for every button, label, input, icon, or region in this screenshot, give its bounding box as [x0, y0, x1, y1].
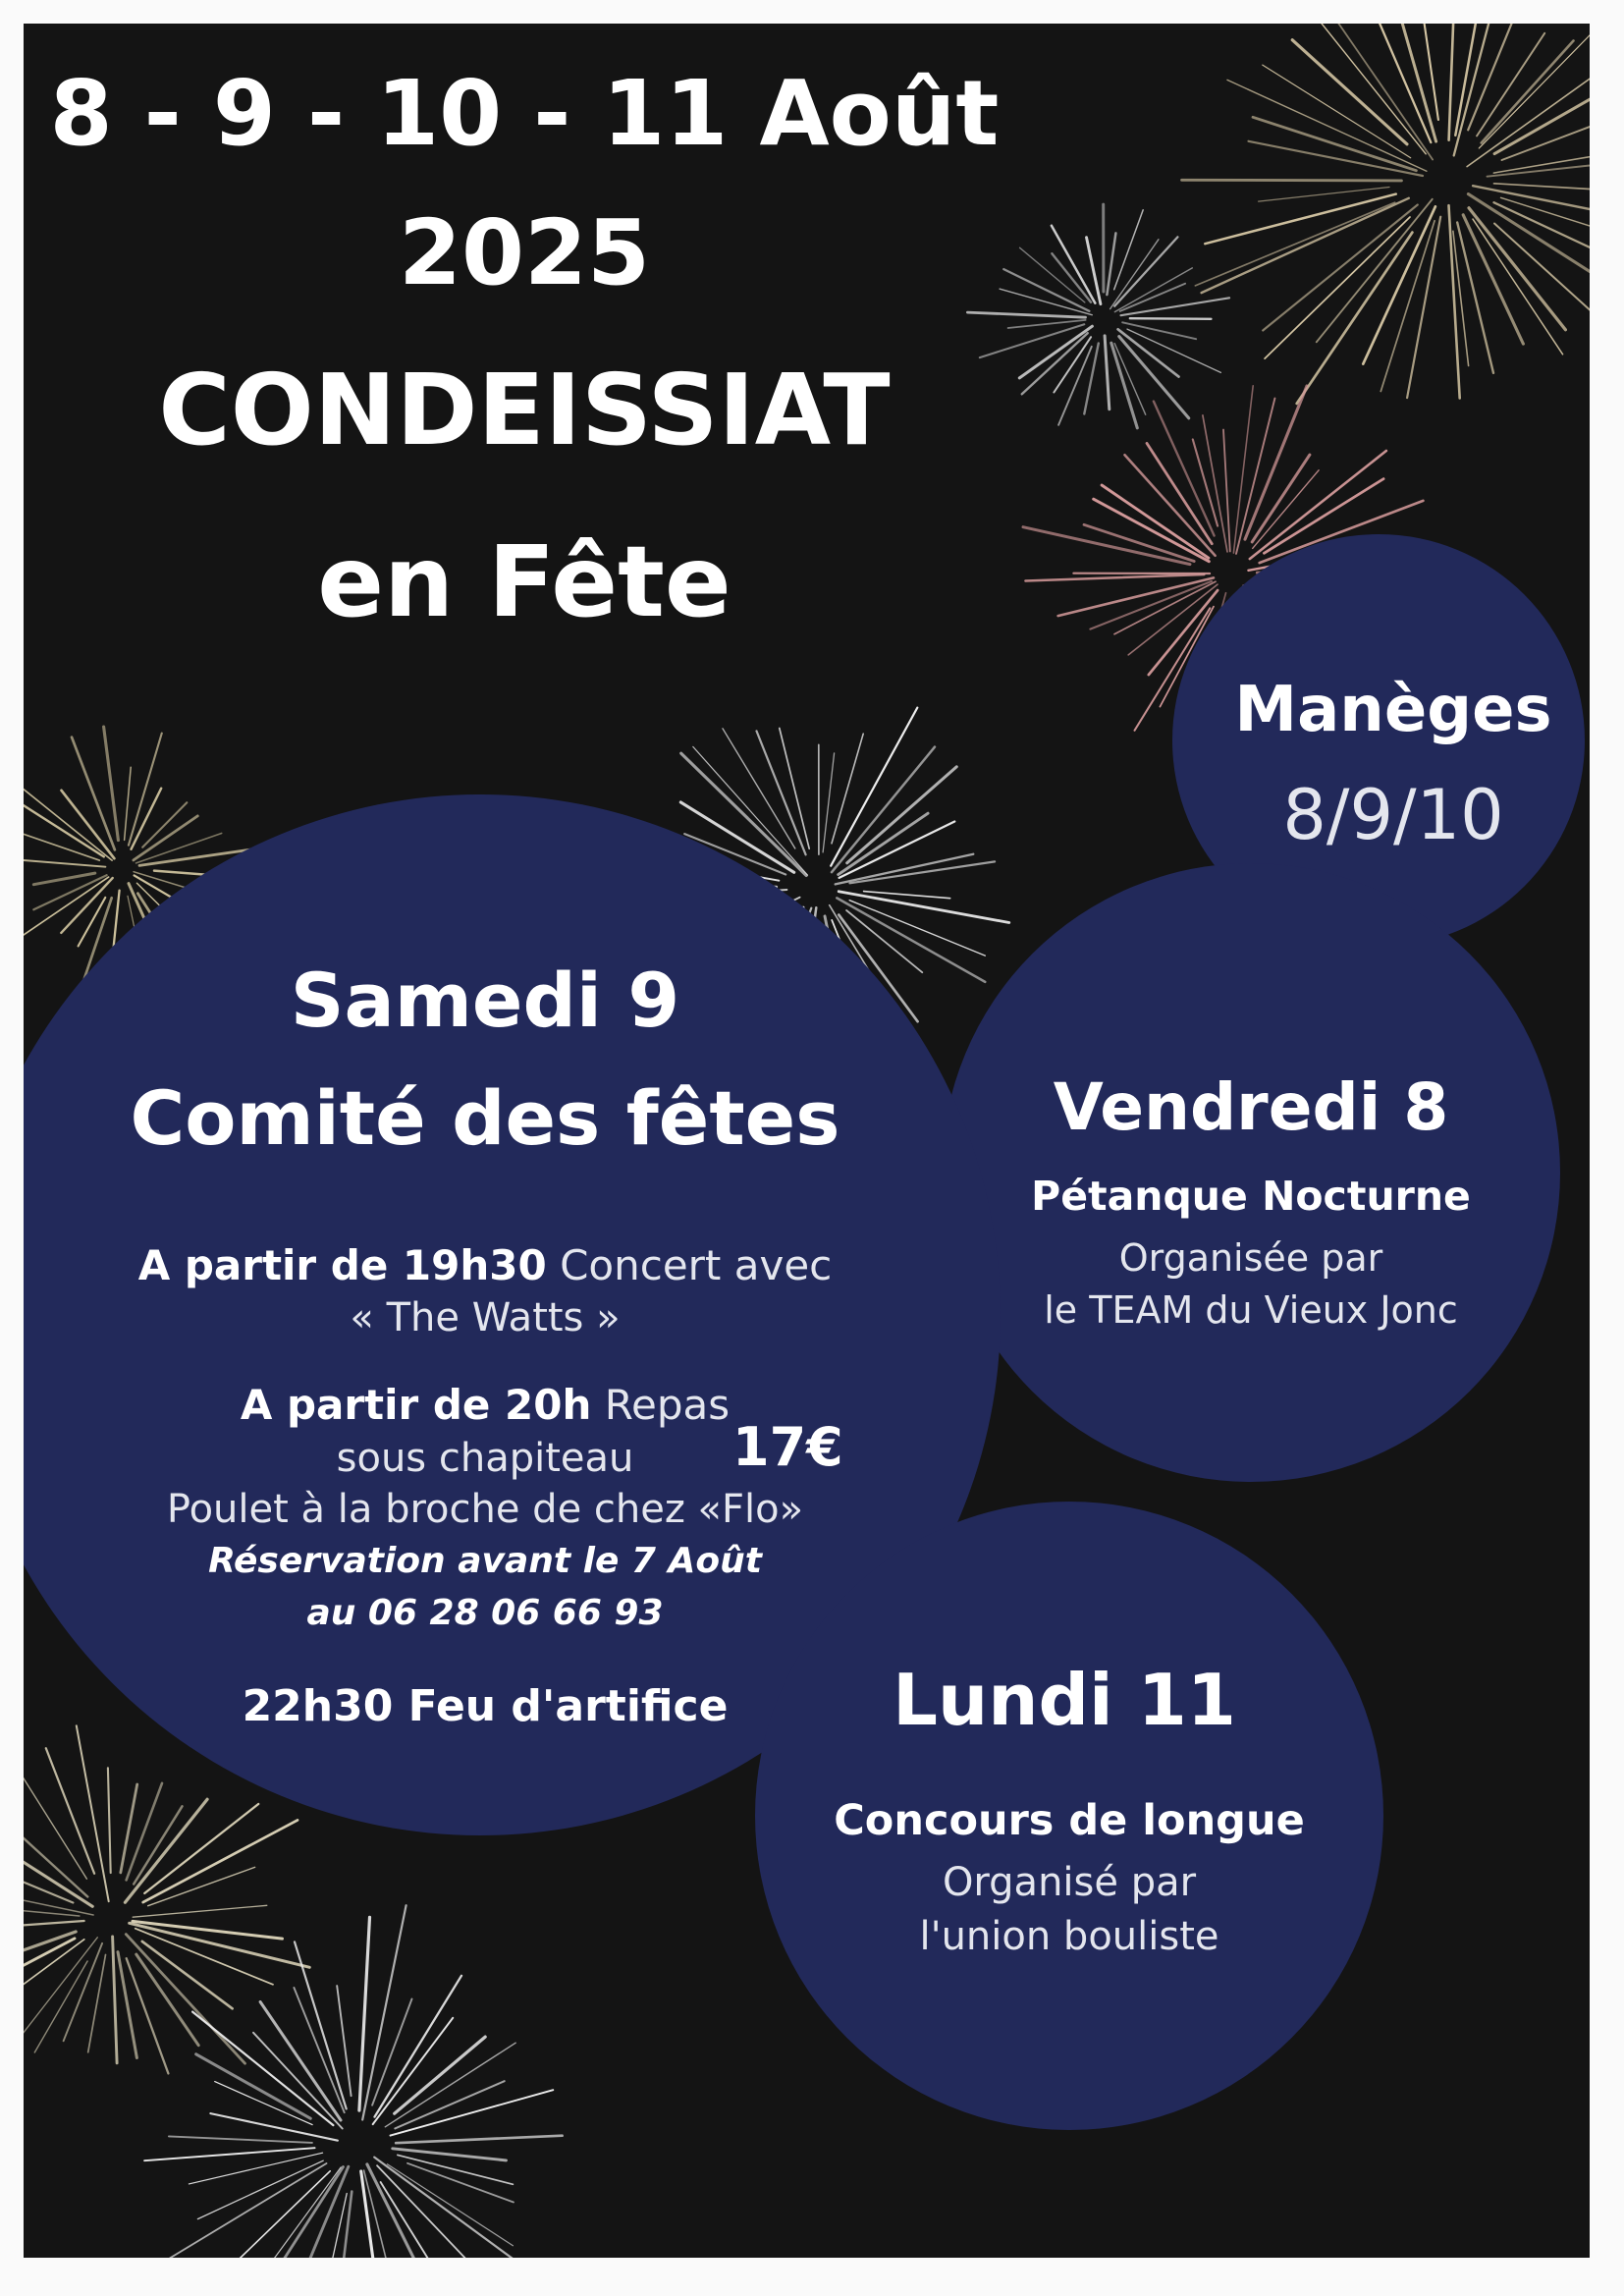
- repas-price: 17€: [732, 1416, 843, 1478]
- vendredi-organiser: le TEAM du Vieux Jonc: [1044, 1288, 1458, 1332]
- firework-spark: [1455, 24, 1497, 136]
- firework-spark: [24, 1903, 80, 1916]
- firework-spark: [823, 753, 835, 852]
- firework-spark: [33, 875, 106, 909]
- firework-spark: [1253, 470, 1319, 549]
- firework-spark: [839, 813, 928, 874]
- firework-spark: [1493, 151, 1590, 174]
- firework-spark: [832, 747, 935, 873]
- vendredi-event: Pétanque Nocturne: [1031, 1173, 1471, 1220]
- firework-spark: [126, 1935, 244, 2064]
- firework-spark: [135, 1929, 273, 1985]
- lundi-event: Concours de longue: [834, 1796, 1305, 1845]
- maneges-days: 8/9/10: [1282, 775, 1504, 855]
- firework-spark: [1407, 217, 1440, 398]
- firework-spark: [1453, 231, 1469, 365]
- firework-spark: [1494, 79, 1590, 153]
- firework-spark: [136, 1954, 198, 2046]
- samedi-concert-line: [24, 1241, 947, 1289]
- poster: [24, 24, 1590, 2258]
- firework-spark: [130, 1923, 310, 1967]
- firework-spark: [108, 1768, 111, 1873]
- firework-spark: [34, 1961, 87, 2052]
- event-subtitle: en Fête: [317, 524, 731, 639]
- firework-spark: [849, 901, 985, 956]
- firework-spark: [1127, 329, 1220, 372]
- firework-spark: [1130, 318, 1212, 319]
- firework-spark: [253, 2033, 343, 2129]
- firework-spark: [1253, 117, 1416, 170]
- firework-spark: [396, 2136, 562, 2144]
- firework-spark: [79, 898, 106, 947]
- lundi-day: Lundi 11: [893, 1659, 1236, 1741]
- firework-spark: [1087, 238, 1101, 304]
- firework-spark: [77, 1725, 109, 1901]
- firework-spark: [1265, 217, 1410, 358]
- firework-spark: [24, 778, 112, 860]
- firework-spark: [1122, 322, 1196, 339]
- firework-spark: [148, 1867, 255, 1905]
- firework-spark: [847, 767, 957, 863]
- concert-band: « The Watts »: [350, 1295, 621, 1340]
- firework-spark: [1105, 336, 1110, 410]
- repas-place: sous chapiteau: [336, 1436, 634, 1481]
- firework-spark: [1457, 223, 1493, 373]
- firework-spark: [337, 1986, 351, 2096]
- firework-spark: [1205, 194, 1396, 245]
- firework-spark: [1494, 224, 1590, 310]
- repas-phone: au 06 28 06 66 93: [306, 1593, 664, 1633]
- firework-spark: [88, 1955, 106, 2052]
- firework-spark: [1259, 188, 1389, 202]
- firework-spark: [832, 734, 863, 844]
- firework-spark: [33, 873, 95, 885]
- firework-spark: [142, 802, 187, 847]
- lundi-organised-by: Organisé par: [942, 1860, 1197, 1905]
- firework-spark: [1121, 298, 1230, 315]
- firework-spark: [113, 1937, 118, 2063]
- firework-spark: [377, 2165, 487, 2258]
- firework-spark: [197, 2160, 323, 2218]
- firework-spark: [1249, 141, 1424, 176]
- firework-spark: [24, 1847, 73, 1903]
- firework-spark: [46, 1748, 94, 1874]
- firework-spark: [1482, 41, 1574, 143]
- firework-spark: [260, 2002, 341, 2121]
- vendredi-organised-by: Organisée par: [1118, 1236, 1383, 1280]
- firework-spark: [1054, 337, 1091, 392]
- firework-spark: [1449, 24, 1456, 140]
- firework-spark: [61, 878, 112, 933]
- firework-spark: [118, 1952, 136, 2058]
- repas-text: Repas: [604, 1381, 731, 1429]
- firework-spark: [196, 2054, 311, 2118]
- firework-spark: [1502, 113, 1591, 160]
- firework-spark: [1084, 344, 1099, 414]
- firework-spark: [24, 1774, 86, 1879]
- event-year: 2025: [398, 200, 651, 305]
- firework-spark: [1114, 210, 1144, 290]
- firework-spark: [142, 1941, 233, 2008]
- firework-spark: [295, 1941, 347, 2108]
- firework-spark: [169, 2136, 312, 2143]
- firework-spark: [1463, 215, 1523, 344]
- repas-time: A partir de 20h: [240, 1381, 592, 1429]
- firework-spark: [127, 1958, 169, 2073]
- firework-spark: [294, 1988, 344, 2112]
- maneges-title: Manèges: [1234, 674, 1552, 746]
- firework-spark: [407, 2163, 514, 2203]
- firework-spark: [1363, 206, 1435, 363]
- firework-spark: [192, 2012, 333, 2126]
- firework-spark: [1297, 233, 1413, 404]
- firework-spark: [133, 1905, 267, 1917]
- firework-spark: [1052, 226, 1096, 303]
- samedi-day: Samedi 9: [290, 957, 680, 1044]
- samedi-feu: 22h30 Feu d'artifice: [242, 1681, 729, 1731]
- firework-spark: [189, 2153, 322, 2184]
- lundi-organiser: l'union bouliste: [919, 1914, 1219, 1959]
- firework-spark: [967, 312, 1085, 317]
- firework-spark: [125, 767, 132, 840]
- firework-spark: [395, 2037, 486, 2113]
- firework-spark: [1114, 237, 1177, 305]
- event-town: CONDEISSIAT: [158, 353, 891, 467]
- firework-spark: [364, 2170, 395, 2258]
- firework-spark: [1245, 386, 1307, 539]
- firework-spark: [395, 2081, 504, 2128]
- firework-spark: [1202, 198, 1409, 293]
- firework-spark: [24, 791, 104, 857]
- firework-spark: [129, 734, 162, 846]
- firework-spark: [1292, 40, 1407, 144]
- firework-spark: [1058, 347, 1092, 425]
- event-dates: 8 - 9 - 10 - 11 Août: [49, 61, 1000, 166]
- vendredi-day: Vendredi 8: [1053, 1069, 1449, 1145]
- firework-spark: [1025, 574, 1204, 581]
- samedi-organiser: Comité des fêtes: [130, 1074, 840, 1162]
- firework-spark: [359, 1917, 370, 2110]
- firework-spark: [24, 1938, 97, 2043]
- concert-text: Concert avec: [560, 1241, 833, 1289]
- firework-spark: [134, 1806, 182, 1884]
- firework-spark: [1182, 180, 1402, 181]
- firework-spark: [831, 708, 917, 866]
- firework-spark: [1338, 24, 1433, 159]
- firework-spark: [210, 2113, 338, 2141]
- firework-spark: [1195, 202, 1394, 286]
- firework-spark: [1494, 184, 1591, 191]
- firework-spark: [1317, 199, 1433, 342]
- firework-spark: [170, 2163, 326, 2258]
- concert-time: A partir de 19h30: [137, 1241, 547, 1289]
- firework-spark: [1449, 205, 1460, 398]
- firework-spark: [387, 2164, 513, 2246]
- firework-spark: [144, 2148, 315, 2160]
- repas-reservation: Réservation avant le 7 Août: [208, 1541, 762, 1581]
- repas-menu: Poulet à la broche de chez «Flo»: [166, 1487, 804, 1532]
- firework-spark: [1107, 233, 1115, 295]
- firework-spark: [1022, 333, 1088, 394]
